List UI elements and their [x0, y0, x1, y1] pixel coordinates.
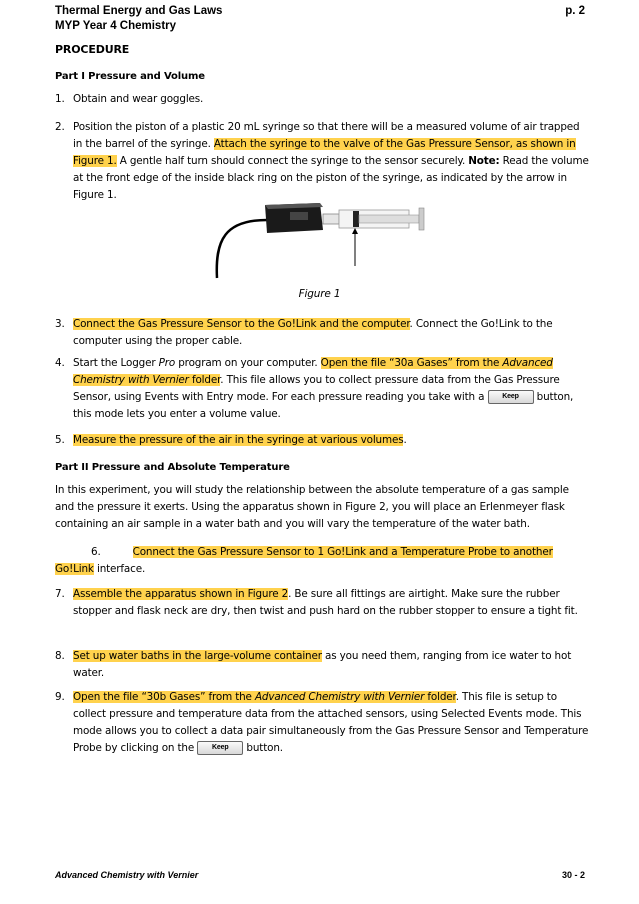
step-text: Read the volume at the front edge of the inside black ring on the piston of the syringe, as indicated by the arrow in Figure 1.	[73, 155, 589, 201]
figure-1-syringe-sensor	[195, 200, 455, 280]
page-header	[55, 4, 585, 34]
step-text: . Be sure all fittings are airtight. Make sure the rubber stopper and flask neck are dry, then twist and push hard on the rubber stopper to ensure a tight fit.	[73, 588, 578, 617]
step-text: button, this mode lets you enter a volume value.	[73, 391, 574, 420]
step-8	[55, 648, 590, 682]
highlighted-text: Attach the syringe to the valve of the Gas Pressure Sensor, as shown in Figure 1.	[73, 138, 576, 167]
page-footer	[55, 870, 585, 880]
part1-heading: Part I Pressure and Volume	[55, 71, 205, 82]
step-text: A gentle half turn should connect the syringe to the sensor securely.	[116, 155, 469, 167]
step-5	[55, 432, 590, 449]
folder-name-italic: Advanced Chemistry with Vernier	[254, 691, 425, 703]
highlighted-text: Set up water baths in the large-volume container	[73, 650, 322, 662]
step-text: Obtain and wear goggles.	[73, 93, 204, 105]
page-number: p. 2	[565, 5, 585, 17]
step-number: 8.	[55, 650, 65, 662]
part2-heading: Part II Pressure and Absolute Temperature	[55, 462, 290, 473]
highlighted-text: Connect the Gas Pressure Sensor to the Go!Link and the computer	[73, 318, 410, 330]
step-number: 9.	[55, 691, 65, 703]
keep-button-image: Keep	[197, 741, 243, 755]
step-text: interface.	[93, 563, 146, 575]
step-9	[55, 689, 590, 757]
step-3	[55, 316, 590, 350]
step-text: as you need them, ranging from ice water to hot water.	[73, 650, 572, 679]
step-text: . Connect the Go!Link to the computer using the proper cable.	[73, 318, 553, 347]
note-label: Note:	[468, 155, 500, 167]
step-number: 4.	[55, 357, 65, 369]
step-text: .	[403, 434, 407, 446]
step-text: . This file is setup to collect pressure and temperature data from the attached sensors, using Selected Events mode. This mode allows you to collect a data pair simultaneously from the Gas Pressure Sensor and Temperature Probe by clicking on the	[73, 691, 589, 754]
step-number: 1.	[55, 93, 65, 105]
sensor-cable	[217, 220, 267, 278]
step-text: button.	[243, 742, 283, 754]
program-name-italic: Pro	[158, 357, 176, 369]
step-2	[55, 119, 590, 204]
volume-arrow	[352, 228, 358, 266]
step-text: Start the Logger	[73, 357, 159, 369]
step-text: Position the piston of a plastic 20 mL syringe so that there will be a measured volume of air trapped in the barrel of the syringe.	[73, 121, 580, 150]
folder-name-italic: Advanced Chemistry with Vernier	[73, 357, 553, 386]
part2-intro: In this experiment, you will study the relationship between the absolute temperature of a gas sample and the pressure it exerts. Using the apparatus shown in Figure 2, you will place an Erlenmeyer flask containing an air sample in a water bath and you will vary the temperature of the water bath.	[55, 484, 569, 530]
step-6	[55, 544, 590, 578]
step-number: 3.	[55, 318, 65, 330]
footer-page-number: 30 - 2	[561, 870, 585, 880]
highlighted-text: Open the file “30b Gases” from the Advanced Chemistry with Vernier folder	[73, 691, 456, 703]
header-subtitle: MYP Year 4 Chemistry	[55, 20, 177, 32]
highlighted-text: Assemble the apparatus shown in Figure 2	[73, 588, 289, 600]
highlighted-text: Measure the pressure of the air in the syringe at various volumes	[73, 434, 404, 446]
step-number: 5.	[55, 434, 65, 446]
step-text: program on your computer.	[175, 357, 321, 369]
step-number: 7.	[55, 588, 65, 600]
keep-button-image: Keep	[488, 390, 534, 404]
step-text: . This file allows you to collect pressure data from the Gas Pressure Sensor, using Events with Entry mode. For each pressure reading you take with a	[73, 374, 560, 403]
step-number: 2.	[55, 121, 65, 133]
highlighted-text: Open the file “30a Gases” from the Advanced Chemistry with Vernier folder	[73, 357, 553, 386]
footer-book-title: Advanced Chemistry with Vernier	[55, 870, 199, 880]
highlighted-text: Connect the Gas Pressure Sensor to 1 Go!Link and a Temperature Probe to another Go!Link	[55, 546, 553, 575]
step-7	[55, 586, 590, 620]
header-title: Thermal Energy and Gas Laws	[55, 5, 223, 17]
gas-pressure-sensor	[265, 203, 323, 233]
step-4	[55, 355, 590, 423]
syringe	[323, 208, 424, 230]
procedure-heading: PROCEDURE	[55, 43, 130, 56]
step-number: 6.	[91, 546, 101, 558]
figure-1-caption: Figure 1	[298, 288, 341, 300]
step-1	[55, 91, 590, 108]
